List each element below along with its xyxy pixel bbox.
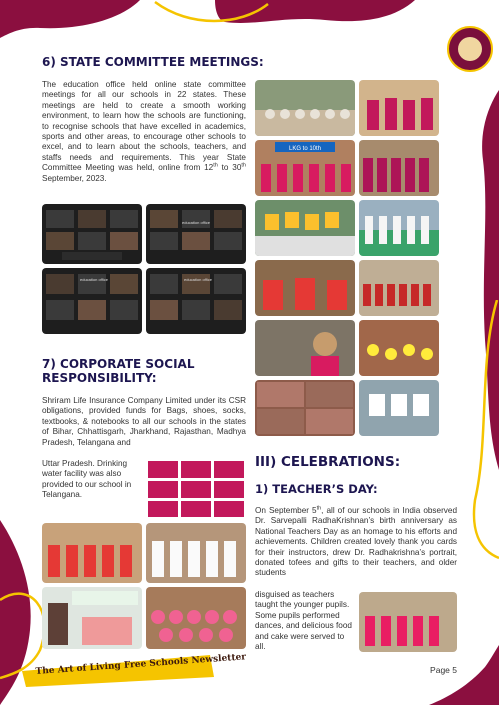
photo-collage-group [255, 380, 355, 436]
art-of-living-schools-logo [447, 26, 493, 72]
state-committee-paragraph: The education office held online state committee meetings for all our schools in 22 states. These meetings are held to create a smooth working environment, to learn how the schools are functioning, to recognise schools that have excelled in academics, sports and other areas, to encourage other schools to excel, and to learn about the schools, teachers, and staffs needs and requirements. This year State Committee Meeting was held, online from 12th to 30th September, 2023. [42, 80, 246, 183]
csr-paragraph-part1: Shriram Life Insurance Company Limited under its CSR obligations, provided funds for Bags, shoes, socks, textbooks, & notebooks to all our schools in the states of Bihar, Chhattisgarh, Jharkhand, Rajasthan, Madhya Pradesh, Telangana and [42, 396, 246, 447]
photo-books-display [359, 380, 439, 436]
photo-students-outdoor-green [359, 200, 439, 256]
csr-heading-line2: RESPONSIBILITY: [42, 371, 157, 385]
meeting-label: education office [182, 220, 210, 225]
celebrations-heading: III) CELEBRATIONS: [255, 454, 401, 470]
photo-students-group-pink [146, 587, 246, 649]
photo-student-portrait [255, 320, 355, 376]
csr-heading-line1: 7) CORPORATE SOCIAL [42, 357, 195, 371]
photo-students-seated-rows [359, 260, 439, 316]
footer-newsletter-title: The Art of Living Free Schools Newsletter [35, 652, 247, 677]
teachers-day-heading: 1) TEACHER’S DAY: [255, 482, 378, 496]
photo-water-facility-opening [42, 587, 142, 649]
right-yellow-line [469, 300, 499, 560]
top-left-maroon-blob [0, 0, 140, 40]
state-committee-heading: 6) STATE COMMITTEE MEETINGS: [42, 55, 264, 69]
meeting-label: education office [80, 277, 108, 282]
photo-children-standing-row [146, 523, 246, 583]
photo-students-with-school-bags [42, 523, 142, 583]
photo-children-with-bags [255, 260, 355, 316]
photo-students-classroom-1 [255, 80, 355, 136]
page-number: Page 5 [430, 665, 457, 675]
bottom-right-maroon-blob [429, 645, 499, 705]
meeting-label: education office [184, 277, 212, 282]
teachers-day-paragraph-part1: On September 5th, all of our schools in India observed Dr. Sarvepalli RadhaKrishnan’s birth anniversary as National Teachers Day as an homage to his efforts and achievements. Children created lovely thank you cards for their instructors, drew Dr. Radhakrishna’s portrait, donated tofees and gifts to their teachers, and older students [255, 505, 458, 578]
yellow-curve-top [150, 0, 270, 30]
logo-emblem [458, 37, 482, 61]
banner-label: LKG to 10th [288, 146, 322, 152]
online-meeting-screenshot-3 [42, 268, 142, 334]
online-meeting-screenshot-4 [146, 268, 246, 334]
photo-students-with-books [255, 200, 355, 256]
teachers-day-paragraph-part2: disguised as teachers taught the younger pupils. Some pupils performed dances, and delicious food and cake were served to all. [255, 590, 352, 652]
csr-paragraph-part2: Uttar Pradesh. Drinking water facility was also provided to our school in Telangana. [42, 459, 132, 500]
photo-students-line-up [359, 140, 439, 196]
online-meeting-screenshot-1 [42, 204, 142, 264]
photo-students-classroom-2 [359, 80, 439, 136]
photo-lkg-banner-assembly [255, 140, 355, 196]
photo-teachers-day-classroom [359, 592, 457, 652]
photo-csr-collage [146, 459, 246, 519]
online-meeting-screenshot-2 [146, 204, 246, 264]
csr-heading [42, 357, 194, 385]
photo-students-on-floor [359, 320, 439, 376]
